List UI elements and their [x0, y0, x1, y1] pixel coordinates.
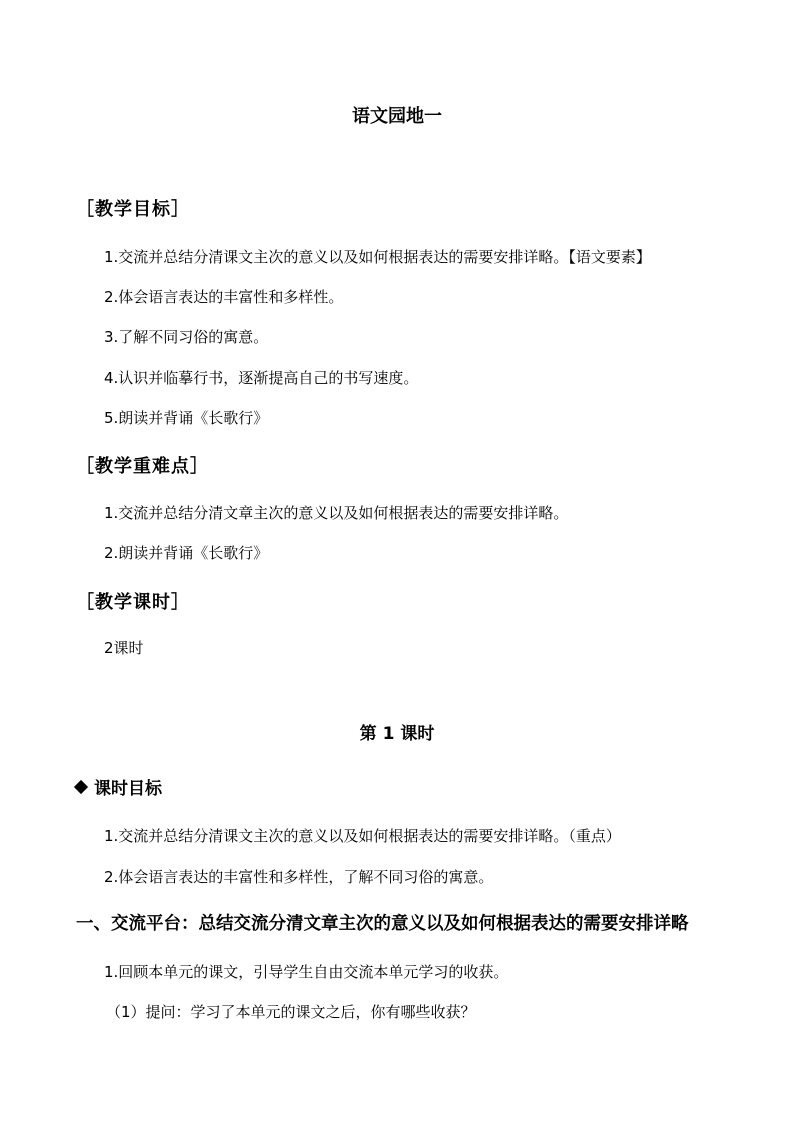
- key-point-item: 1.交流并总结分清文章主次的意义以及如何根据表达的需要安排详略。: [104, 504, 569, 522]
- teaching-goal-item: 1.交流并总结分清课文主次的意义以及如何根据表达的需要安排详略。【语文要素】: [104, 248, 651, 266]
- section-heading-key-points: ［教学重难点］: [76, 456, 209, 477]
- class-hours-value: 2课时: [104, 639, 144, 657]
- section-heading-teaching-goals: ［教学目标］: [76, 199, 190, 220]
- document-title: 语文园地一: [352, 106, 442, 127]
- lesson-objective-item: 2.体会语言表达的丰富性和多样性，了解不同习俗的寓意。: [104, 868, 494, 886]
- teaching-goal-item: 5.朗读并背诵《长歌行》: [104, 409, 269, 427]
- part-one-item: 1.回顾本单元的课文，引导学生自由交流本单元学习的收获。: [104, 963, 509, 981]
- lesson-objective-heading-text: 课时目标: [94, 779, 162, 799]
- part-one-heading: 一、交流平台：总结交流分清文章主次的意义以及如何根据表达的需要安排详略: [76, 914, 689, 934]
- lesson-title: 第 1 课时: [359, 724, 435, 744]
- teaching-goal-item: 2.体会语言表达的丰富性和多样性。: [104, 288, 344, 306]
- key-point-item: 2.朗读并背诵《长歌行》: [104, 544, 269, 562]
- section-heading-class-hours: ［教学课时］: [76, 592, 190, 613]
- lesson-objective-item: 1.交流并总结分清课文主次的意义以及如何根据表达的需要安排详略。（重点）: [104, 827, 621, 845]
- diamond-bullet-icon: [74, 780, 88, 794]
- part-one-item: （1）提问：学习了本单元的课文之后，你有哪些收获？: [106, 1003, 476, 1021]
- teaching-goal-item: 4.认识并临摹行书，逐渐提高自己的书写速度。: [104, 369, 419, 387]
- teaching-goal-item: 3.了解不同习俗的寓意。: [104, 328, 269, 346]
- lesson-objective-heading: [76, 781, 162, 798]
